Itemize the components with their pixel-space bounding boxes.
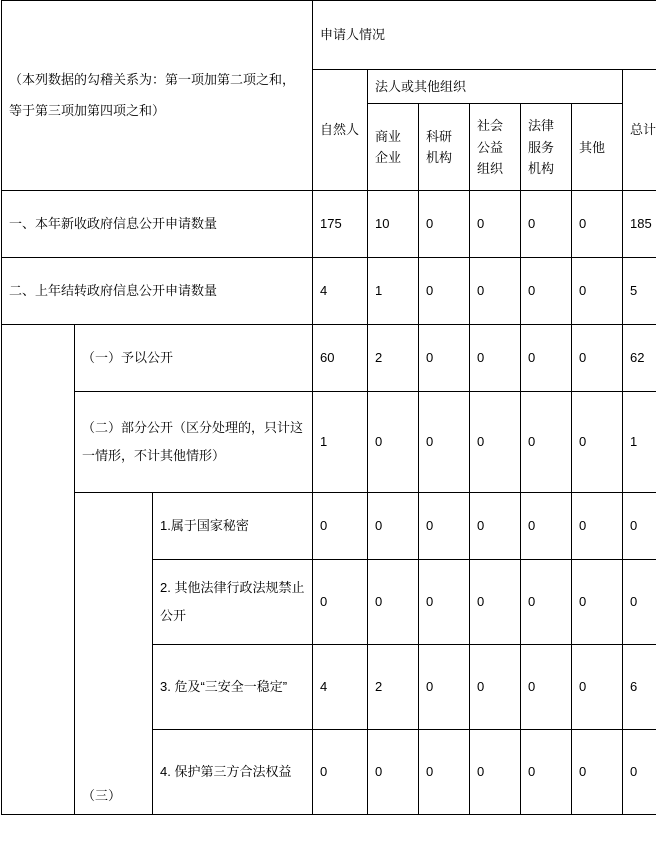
header-col-other: 其他: [572, 104, 623, 191]
header-col-research: 科研机构: [419, 104, 470, 191]
cell-value: 0: [470, 730, 521, 815]
table-row: [2, 325, 656, 392]
cell-value: 0: [470, 392, 521, 493]
cell-value: 0: [419, 645, 470, 730]
cell-value: 0: [368, 560, 419, 645]
cell-value: 1: [313, 392, 368, 493]
cell-value: 4: [313, 645, 368, 730]
header-total: 总计: [623, 70, 656, 191]
cell-value: 6: [623, 645, 656, 730]
cell-value: 0: [572, 191, 623, 258]
cell-value: 10: [368, 191, 419, 258]
header-legal-entity-group: 法人或其他组织: [368, 70, 623, 104]
row-label-law-prohibits: 2. 其他法律行政法规禁止公开: [153, 560, 313, 645]
cell-value: 0: [521, 392, 572, 493]
cell-value: 0: [419, 392, 470, 493]
cell-value: 0: [521, 191, 572, 258]
row-label-partial-disclose: （二）部分公开（区分处理的，只计这一情形，不计其他情形）: [75, 392, 313, 493]
header-applicant-group: 申请人情况: [313, 1, 656, 70]
cell-value: 0: [419, 560, 470, 645]
header-col-legal-service: 法律服务机构: [521, 104, 572, 191]
header-natural-person: 自然人: [313, 70, 368, 191]
header-description-cell: （本列数据的勾稽关系为：第一项加第二项之和，等于第三项加第四项之和）: [2, 1, 313, 191]
cell-value: 0: [572, 560, 623, 645]
row-label-state-secret: 1.属于国家秘密: [153, 493, 313, 560]
cell-value: 0: [572, 392, 623, 493]
cell-value: 0: [419, 730, 470, 815]
table-row: [2, 191, 656, 258]
cell-value: 0: [521, 730, 572, 815]
row-label-carryover-applications: 二、上年结转政府信息公开申请数量: [2, 258, 313, 325]
cell-value: 0: [313, 560, 368, 645]
cell-value: 0: [419, 325, 470, 392]
cell-value: 0: [419, 258, 470, 325]
cell-value: 0: [572, 258, 623, 325]
row-label-three-security: 3. 危及“三安全一稳定”: [153, 645, 313, 730]
cell-value: 0: [470, 191, 521, 258]
row-group-spacer-first-col: [2, 325, 75, 815]
table-row: [2, 493, 656, 560]
cell-value: 0: [368, 392, 419, 493]
cell-value: 0: [419, 493, 470, 560]
cell-value: 4: [313, 258, 368, 325]
row-label-new-applications: 一、本年新收政府信息公开申请数量: [2, 191, 313, 258]
table-row: [2, 392, 656, 493]
cell-value: 185: [623, 191, 656, 258]
cell-value: 1: [623, 392, 656, 493]
header-col-commercial: 商业企业: [368, 104, 419, 191]
row-label-third-party-rights: 4. 保护第三方合法权益: [153, 730, 313, 815]
header-col-public-welfare: 社会公益组织: [470, 104, 521, 191]
cell-value: 0: [521, 645, 572, 730]
cell-value: 175: [313, 191, 368, 258]
cell-value: 0: [623, 493, 656, 560]
cell-value: 0: [572, 645, 623, 730]
cell-value: 0: [470, 325, 521, 392]
cell-value: 0: [470, 560, 521, 645]
cell-value: 0: [623, 730, 656, 815]
applications-table: [1, 0, 656, 815]
cell-value: 0: [470, 258, 521, 325]
cell-value: 0: [521, 560, 572, 645]
cell-value: 0: [521, 325, 572, 392]
cell-value: 2: [368, 325, 419, 392]
row-label-disclose: （一）予以公开: [75, 325, 313, 392]
cell-value: 0: [470, 493, 521, 560]
cell-value: 62: [623, 325, 656, 392]
cell-value: 0: [521, 493, 572, 560]
cell-value: 0: [419, 191, 470, 258]
cell-value: 0: [313, 730, 368, 815]
cell-value: 60: [313, 325, 368, 392]
cell-value: 0: [368, 730, 419, 815]
table-header-row-1: [2, 1, 656, 70]
cell-value: 5: [623, 258, 656, 325]
cell-value: 0: [368, 493, 419, 560]
cell-value: 1: [368, 258, 419, 325]
row-label-group-three: （三）: [75, 493, 153, 815]
cell-value: 2: [368, 645, 419, 730]
table-row: [2, 258, 656, 325]
cell-value: 0: [572, 325, 623, 392]
cell-value: 0: [470, 645, 521, 730]
cell-value: 0: [623, 560, 656, 645]
cell-value: 0: [313, 493, 368, 560]
cell-value: 0: [572, 493, 623, 560]
cell-value: 0: [572, 730, 623, 815]
cell-value: 0: [521, 258, 572, 325]
